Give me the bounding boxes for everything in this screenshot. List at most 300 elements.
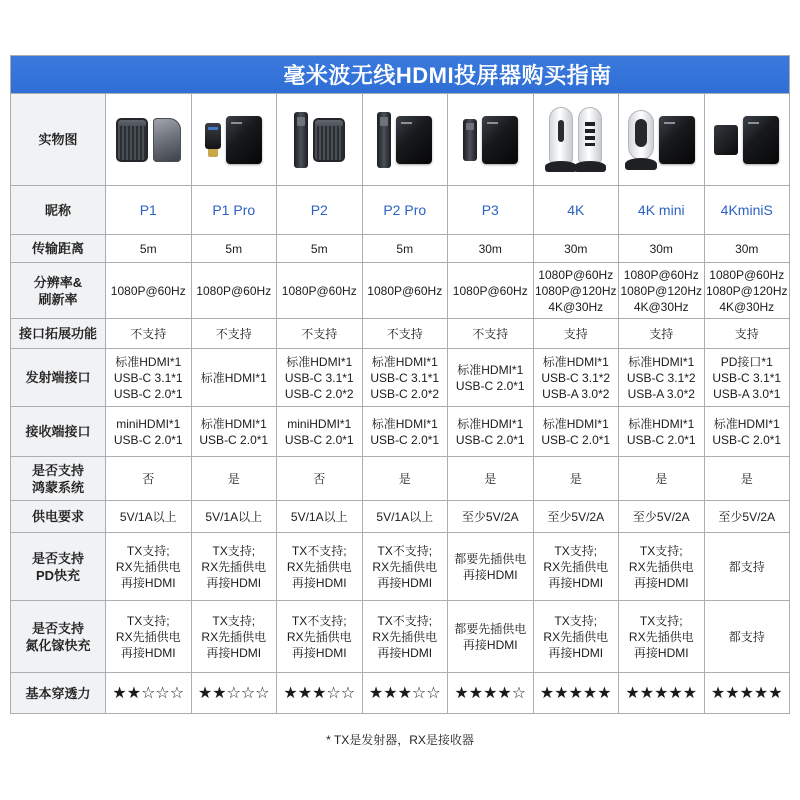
star-filled-icon: ★	[597, 683, 612, 702]
product-4-power-cell	[363, 501, 449, 533]
tx-ports-text: USB-A 3.0*2	[627, 386, 695, 401]
star-empty-icon: ☆	[141, 683, 156, 702]
distance-text: 5m	[139, 241, 157, 256]
gan-charge-text: RX先插供电	[201, 629, 267, 644]
row-label-harmony-os	[11, 457, 106, 501]
harmony-os-text: 否	[142, 471, 155, 486]
pd-charge-text: 再接HDMI	[548, 575, 604, 590]
product-7-power-cell	[619, 501, 705, 533]
expansion-text: 支持	[649, 326, 674, 341]
star-filled-icon: ★	[212, 683, 227, 702]
product-2-image-cell	[192, 94, 278, 186]
product-5-harmony-os-cell	[448, 457, 534, 501]
resolution-text: 1080P@60Hz	[196, 283, 272, 298]
product-8-resolution-cell	[705, 263, 791, 319]
product-5-gan-charge-cell	[448, 601, 534, 673]
gan-charge-text: RX先插供电	[286, 629, 352, 644]
star-filled-icon: ★	[454, 683, 469, 702]
product-5-distance-cell	[448, 235, 534, 263]
row-label-text: 发射端接口	[25, 370, 91, 385]
black-box-icon	[743, 116, 779, 164]
product-2-nickname-cell	[192, 186, 278, 235]
star-empty-icon: ☆	[411, 683, 427, 702]
star-filled-icon: ★	[654, 683, 669, 702]
star-filled-icon: ★	[639, 683, 655, 702]
hdmi-dongle-icon	[205, 123, 221, 149]
product-7-expansion-cell	[619, 319, 705, 349]
product-3-resolution-cell	[277, 263, 363, 319]
pd-charge-text: 再接HDMI	[291, 575, 347, 590]
expansion-text: 不支持	[301, 326, 338, 341]
tx-ports-text: USB-C 2.0*2	[284, 386, 354, 401]
row-label-rx-ports	[11, 407, 106, 457]
product-7-rx-ports-cell	[619, 407, 705, 457]
product-1-harmony-os-cell	[106, 457, 192, 501]
product-8-penetration-cell	[705, 673, 791, 714]
power-text: 5V/1A以上	[205, 509, 263, 524]
angled-box-icon	[153, 118, 181, 162]
row-label-gan-charge	[11, 601, 106, 673]
product-1-gan-charge-cell	[106, 601, 192, 673]
expansion-text: 支持	[734, 326, 759, 341]
gan-charge-text: TX支持;	[639, 613, 683, 628]
star-filled-icon: ★	[483, 683, 498, 702]
product-1-pd-charge-cell	[106, 533, 192, 601]
pd-charge-text: RX先插供电	[286, 559, 352, 574]
pd-charge-text: RX先插供电	[201, 559, 267, 574]
gan-charge-text: RX先插供电	[115, 629, 181, 644]
tx-ports-text: USB-C 2.0*1	[455, 378, 525, 393]
gan-charge-text: 再接HDMI	[633, 645, 689, 660]
product-1-distance-cell	[106, 235, 192, 263]
row-label-text: PD快充	[35, 567, 81, 583]
row-label-text: 接口拓展功能	[18, 326, 97, 341]
gan-charge-text: 再接HDMI	[291, 645, 347, 660]
product-6-image-cell	[534, 94, 620, 186]
distance-text: 5m	[396, 241, 414, 256]
product-1-image-cell	[106, 94, 192, 186]
stick-icon	[377, 112, 391, 168]
star-filled-icon: ★	[312, 683, 327, 702]
rx-ports-text: 标准HDMI*1	[371, 416, 438, 431]
nickname-text: P2 Pro	[383, 202, 427, 218]
rx-ports-text: 标准HDMI*1	[542, 416, 609, 431]
product-4-resolution-cell	[363, 263, 449, 319]
pd-charge-text: TX不支持;	[291, 543, 347, 558]
pd-charge-text: RX先插供电	[628, 559, 694, 574]
row-label-text: 氮化镓快充	[25, 637, 91, 653]
expansion-text: 不支持	[386, 326, 423, 341]
row-label-resolution	[11, 263, 106, 319]
pd-charge-text: 再接HDMI	[633, 575, 689, 590]
rx-ports-text: miniHDMI*1	[287, 416, 352, 431]
product-7-tx-ports-cell	[619, 349, 705, 407]
product-3-distance-cell	[277, 235, 363, 263]
product-5-nickname-cell	[448, 186, 534, 235]
distance-text: 30m	[478, 241, 502, 256]
gan-charge-text: 再接HDMI	[206, 645, 262, 660]
tx-ports-text: 标准HDMI*1	[628, 354, 695, 369]
tx-ports-text: 标准HDMI*1	[200, 370, 267, 385]
star-filled-icon: ★	[554, 683, 569, 702]
star-filled-icon: ★	[739, 683, 754, 702]
resolution-text: 1080P@60Hz	[538, 267, 614, 282]
black-box-icon	[659, 116, 695, 164]
distance-text: 5m	[225, 241, 243, 256]
product-1-expansion-cell	[106, 319, 192, 349]
row-label-distance	[11, 235, 106, 263]
product-4-tx-ports-cell	[363, 349, 449, 407]
product-3-power-cell	[277, 501, 363, 533]
star-filled-icon: ★	[397, 683, 412, 702]
resolution-text: 1080P@60Hz	[623, 267, 699, 282]
nickname-text: 4K mini	[637, 202, 685, 218]
resolution-text: 1080P@120Hz	[705, 283, 788, 298]
harmony-os-text: 是	[740, 471, 753, 486]
star-filled-icon: ★	[112, 683, 127, 702]
product-5-image-cell	[448, 94, 534, 186]
power-text: 至少5V/2A	[632, 509, 690, 524]
pd-charge-text: TX支持;	[212, 543, 256, 558]
rx-ports-text: USB-C 2.0*1	[113, 432, 183, 447]
row-label-text: 接收端接口	[25, 424, 91, 439]
expansion-text: 不支持	[130, 326, 167, 341]
product-2-gan-charge-cell	[192, 601, 278, 673]
star-filled-icon: ★	[126, 683, 142, 702]
gan-charge-text: 都要先插供电	[454, 621, 527, 636]
row-label-text: 实物图	[38, 132, 78, 147]
product-8-power-cell	[705, 501, 791, 533]
distance-text: 30m	[649, 241, 673, 256]
row-label-text: 是否支持	[31, 620, 84, 636]
harmony-os-text: 是	[227, 471, 240, 486]
tx-ports-text: USB-C 3.1*1	[113, 370, 183, 385]
footnote: * TX是发射器，RX是接收器	[326, 733, 474, 747]
star-filled-icon: ★	[497, 683, 512, 702]
rx-ports-text: USB-C 2.0*1	[626, 432, 696, 447]
rx-ports-text: USB-C 2.0*1	[284, 432, 354, 447]
product-8-rx-ports-cell	[705, 407, 791, 457]
star-empty-icon: ☆	[340, 683, 356, 702]
star-filled-icon: ★	[568, 683, 583, 702]
pd-charge-text: TX支持;	[639, 543, 683, 558]
row-label-nickname	[11, 186, 106, 235]
product-8-tx-ports-cell	[705, 349, 791, 407]
tx-ports-text: USB-C 3.1*1	[284, 370, 354, 385]
resolution-text: 4K@30Hz	[548, 299, 604, 314]
pd-charge-text: TX支持;	[126, 543, 170, 558]
resolution-text: 1080P@60Hz	[281, 283, 357, 298]
tx-ports-text: 标准HDMI*1	[286, 354, 353, 369]
product-2-tx-ports-cell	[192, 349, 278, 407]
gan-charge-text: 再接HDMI	[548, 645, 604, 660]
tx-ports-text: USB-C 2.0*2	[370, 386, 440, 401]
black-box-icon	[482, 116, 518, 164]
rx-ports-text: USB-C 2.0*1	[712, 432, 782, 447]
star-filled-icon: ★	[710, 683, 726, 702]
nickname-text: P2	[310, 202, 328, 218]
power-text: 5V/1A以上	[376, 509, 434, 524]
product-7-gan-charge-cell	[619, 601, 705, 673]
star-filled-icon: ★	[753, 683, 769, 702]
rx-ports-text: 标准HDMI*1	[713, 416, 780, 431]
row-label-text: 刷新率	[38, 291, 78, 307]
star-empty-icon: ☆	[326, 683, 341, 702]
gan-charge-text: TX支持;	[212, 613, 256, 628]
star-empty-icon: ☆	[155, 683, 170, 702]
row-label-text: 供电要求	[31, 509, 84, 524]
star-filled-icon: ★	[297, 683, 313, 702]
white-tower-icon	[549, 107, 573, 163]
tx-ports-text: USB-A 3.0*2	[542, 386, 610, 401]
pd-charge-text: 再接HDMI	[377, 575, 433, 590]
star-filled-icon: ★	[539, 683, 555, 702]
product-2-expansion-cell	[192, 319, 278, 349]
row-label-text: 传输距离	[31, 241, 84, 256]
page-title: 毫米波无线HDMI投屏器购买指南	[283, 63, 612, 88]
resolution-text: 1080P@60Hz	[709, 267, 785, 282]
pd-charge-text: RX先插供电	[115, 559, 181, 574]
star-empty-icon: ☆	[169, 683, 185, 702]
product-4-image-cell	[363, 94, 449, 186]
product-6-pd-charge-cell	[534, 533, 620, 601]
product-4-expansion-cell	[363, 319, 449, 349]
pd-charge-text: 再接HDMI	[462, 567, 518, 582]
star-filled-icon: ★	[368, 683, 384, 702]
star-filled-icon: ★	[668, 683, 683, 702]
pd-charge-text: 再接HDMI	[206, 575, 262, 590]
product-4-gan-charge-cell	[363, 601, 449, 673]
product-8-harmony-os-cell	[705, 457, 791, 501]
product-8-expansion-cell	[705, 319, 791, 349]
product-6-penetration-cell	[534, 673, 620, 714]
gan-charge-text: RX先插供电	[543, 629, 609, 644]
star-filled-icon: ★	[283, 683, 298, 702]
rx-ports-text: miniHDMI*1	[116, 416, 181, 431]
product-7-distance-cell	[619, 235, 705, 263]
star-filled-icon: ★	[625, 683, 640, 702]
power-text: 至少5V/2A	[461, 509, 519, 524]
comparison-table	[10, 55, 790, 714]
harmony-os-text: 是	[655, 471, 668, 486]
black-box-icon	[226, 116, 262, 164]
star-empty-icon: ☆	[426, 683, 441, 702]
product-1-resolution-cell	[106, 263, 192, 319]
resolution-text: 1080P@120Hz	[620, 283, 703, 298]
harmony-os-text: 否	[313, 471, 326, 486]
product-6-harmony-os-cell	[534, 457, 620, 501]
product-8-nickname-cell	[705, 186, 791, 235]
small-black-box-icon	[714, 125, 738, 155]
black-box-icon	[396, 116, 432, 164]
tx-ports-text: 标准HDMI*1	[115, 354, 182, 369]
product-2-harmony-os-cell	[192, 457, 278, 501]
product-4-penetration-cell	[363, 673, 449, 714]
star-empty-icon: ☆	[511, 683, 527, 702]
nickname-text: 4K	[567, 202, 585, 218]
product-7-image-cell	[619, 94, 705, 186]
table-header	[11, 56, 790, 94]
gan-charge-text: TX不支持;	[291, 613, 347, 628]
row-label-expansion	[11, 319, 106, 349]
grille-box-icon	[313, 118, 345, 162]
product-4-distance-cell	[363, 235, 449, 263]
gan-charge-text: RX先插供电	[372, 629, 438, 644]
product-4-rx-ports-cell	[363, 407, 449, 457]
pd-charge-text: 都要先插供电	[454, 551, 527, 566]
product-5-resolution-cell	[448, 263, 534, 319]
row-label-text: 鸿蒙系统	[31, 479, 84, 495]
gan-charge-text: TX支持;	[126, 613, 170, 628]
product-8-gan-charge-cell	[705, 601, 791, 673]
product-2-power-cell	[192, 501, 278, 533]
expansion-text: 不支持	[472, 326, 509, 341]
product-6-distance-cell	[534, 235, 620, 263]
product-6-rx-ports-cell	[534, 407, 620, 457]
harmony-os-text: 是	[484, 471, 497, 486]
product-4-pd-charge-cell	[363, 533, 449, 601]
pd-charge-text: 都支持	[728, 559, 765, 574]
resolution-text: 1080P@60Hz	[367, 283, 443, 298]
rx-ports-text: USB-C 2.0*1	[199, 432, 269, 447]
product-3-penetration-cell	[277, 673, 363, 714]
product-1-tx-ports-cell	[106, 349, 192, 407]
product-3-expansion-cell	[277, 319, 363, 349]
product-5-expansion-cell	[448, 319, 534, 349]
product-5-power-cell	[448, 501, 534, 533]
power-text: 至少5V/2A	[547, 509, 605, 524]
row-label-text: 分辨率&	[33, 274, 83, 290]
star-empty-icon: ☆	[240, 683, 256, 702]
star-empty-icon: ☆	[226, 683, 241, 702]
product-8-image-cell	[705, 94, 791, 186]
nickname-text: P3	[481, 202, 499, 218]
row-label-image	[11, 94, 106, 186]
row-label-text: 昵称	[44, 202, 71, 218]
product-1-power-cell	[106, 501, 192, 533]
row-label-text: 是否支持	[31, 462, 84, 478]
grille-box-icon	[116, 118, 148, 162]
star-filled-icon: ★	[725, 683, 740, 702]
product-6-nickname-cell	[534, 186, 620, 235]
row-label-text: 是否支持	[31, 550, 84, 566]
harmony-os-text: 是	[398, 471, 411, 486]
gan-charge-text: RX先插供电	[628, 629, 694, 644]
resolution-text: 4K@30Hz	[633, 299, 689, 314]
product-2-pd-charge-cell	[192, 533, 278, 601]
row-label-pd-charge	[11, 533, 106, 601]
star-empty-icon: ☆	[255, 683, 270, 702]
product-8-distance-cell	[705, 235, 791, 263]
distance-text: 5m	[310, 241, 328, 256]
gan-charge-text: 都支持	[728, 629, 765, 644]
row-label-tx-ports	[11, 349, 106, 407]
product-3-nickname-cell	[277, 186, 363, 235]
tx-ports-text: 标准HDMI*1	[457, 362, 524, 377]
gan-charge-text: 再接HDMI	[377, 645, 433, 660]
tx-ports-text: PD接口*1	[720, 354, 773, 369]
gan-charge-text: 再接HDMI	[120, 645, 176, 660]
nickname-text: 4KminiS	[720, 202, 773, 218]
nickname-text: P1 Pro	[212, 202, 256, 218]
product-3-harmony-os-cell	[277, 457, 363, 501]
rx-ports-text: USB-C 2.0*1	[541, 432, 611, 447]
white-capsule-icon	[628, 110, 654, 160]
row-label-power	[11, 501, 106, 533]
star-filled-icon: ★	[468, 683, 484, 702]
product-3-gan-charge-cell	[277, 601, 363, 673]
product-7-harmony-os-cell	[619, 457, 705, 501]
resolution-text: 1080P@120Hz	[534, 283, 617, 298]
product-7-penetration-cell	[619, 673, 705, 714]
gan-charge-text: TX支持;	[554, 613, 598, 628]
tx-ports-text: USB-A 3.0*1	[713, 386, 781, 401]
tx-ports-text: USB-C 3.1*2	[541, 370, 611, 385]
product-1-rx-ports-cell	[106, 407, 192, 457]
stick-icon	[294, 112, 308, 168]
nickname-text: P1	[139, 202, 157, 218]
product-6-resolution-cell	[534, 263, 620, 319]
product-6-expansion-cell	[534, 319, 620, 349]
product-5-pd-charge-cell	[448, 533, 534, 601]
row-label-penetration	[11, 673, 106, 714]
distance-text: 30m	[564, 241, 588, 256]
product-3-image-cell	[277, 94, 363, 186]
product-3-tx-ports-cell	[277, 349, 363, 407]
tx-ports-text: 标准HDMI*1	[542, 354, 609, 369]
product-4-nickname-cell	[363, 186, 449, 235]
rx-ports-text: 标准HDMI*1	[200, 416, 267, 431]
star-filled-icon: ★	[768, 683, 783, 702]
pd-charge-text: TX支持;	[554, 543, 598, 558]
expansion-text: 不支持	[215, 326, 252, 341]
harmony-os-text: 是	[569, 471, 582, 486]
product-5-tx-ports-cell	[448, 349, 534, 407]
star-filled-icon: ★	[383, 683, 398, 702]
product-7-resolution-cell	[619, 263, 705, 319]
resolution-text: 1080P@60Hz	[452, 283, 528, 298]
tx-ports-text: USB-C 3.1*1	[370, 370, 440, 385]
pd-charge-text: RX先插供电	[372, 559, 438, 574]
row-label-text: 基本穿透力	[25, 685, 91, 701]
product-2-penetration-cell	[192, 673, 278, 714]
product-7-nickname-cell	[619, 186, 705, 235]
power-text: 5V/1A以上	[119, 509, 177, 524]
gan-charge-text: TX不支持;	[377, 613, 433, 628]
pd-charge-text: RX先插供电	[543, 559, 609, 574]
product-5-rx-ports-cell	[448, 407, 534, 457]
product-5-penetration-cell	[448, 673, 534, 714]
power-text: 至少5V/2A	[718, 509, 776, 524]
product-6-gan-charge-cell	[534, 601, 620, 673]
product-3-rx-ports-cell	[277, 407, 363, 457]
product-8-pd-charge-cell	[705, 533, 791, 601]
product-1-nickname-cell	[106, 186, 192, 235]
pd-charge-text: 再接HDMI	[120, 575, 176, 590]
product-1-penetration-cell	[106, 673, 192, 714]
expansion-text: 支持	[563, 326, 588, 341]
star-filled-icon: ★	[582, 683, 598, 702]
tx-ports-text: USB-C 3.1*1	[712, 370, 782, 385]
short-stick-icon	[463, 119, 477, 161]
resolution-text: 4K@30Hz	[719, 299, 775, 314]
product-2-rx-ports-cell	[192, 407, 278, 457]
product-3-pd-charge-cell	[277, 533, 363, 601]
star-filled-icon: ★	[682, 683, 698, 702]
resolution-text: 1080P@60Hz	[110, 283, 186, 298]
star-filled-icon: ★	[197, 683, 213, 702]
product-4-harmony-os-cell	[363, 457, 449, 501]
